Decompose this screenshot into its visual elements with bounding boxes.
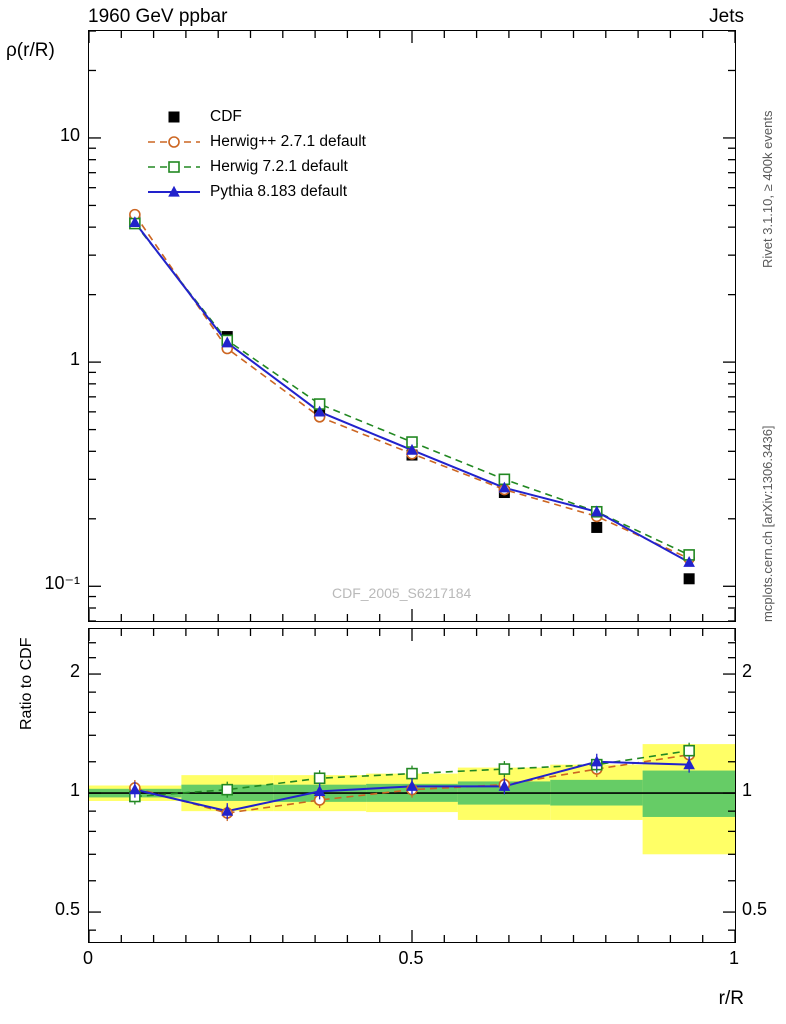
side-caption-top: Rivet 3.1.10, ≥ 400k events	[760, 110, 775, 268]
data-point	[684, 746, 694, 756]
legend-key-circle-open-icon	[146, 132, 202, 152]
legend-item	[146, 104, 366, 129]
data-point	[169, 111, 180, 122]
x-tick-label: 1	[728, 948, 739, 968]
ratio-plot-svg	[89, 629, 735, 942]
legend-key-triangle-filled-icon	[146, 182, 202, 202]
data-point	[315, 773, 325, 783]
legend-item	[146, 179, 366, 204]
data-point	[169, 162, 179, 172]
legend	[146, 104, 366, 204]
series-line	[135, 224, 689, 555]
data-point	[499, 764, 509, 774]
legend-key-square-filled-icon	[146, 107, 202, 127]
main-y-tick-label: 10	[59, 124, 80, 145]
header-left: 1960 GeV ppbar	[88, 6, 228, 27]
series-line	[135, 215, 689, 559]
data-point	[169, 137, 179, 147]
legend-label: CDF	[210, 107, 242, 125]
legend-item	[146, 129, 366, 154]
data-point	[591, 522, 602, 533]
ratio-y-tick-label-left: 1	[69, 780, 80, 801]
x-tick-label: 0	[82, 948, 93, 968]
x-axis-label: r/R	[718, 988, 744, 1009]
ratio-y-tick-label-left: 2	[69, 661, 80, 682]
data-point	[684, 573, 695, 584]
legend-item	[146, 154, 366, 179]
data-point	[222, 785, 232, 795]
legend-label: Pythia 8.183 default	[210, 182, 348, 200]
main-y-tick-label: 1	[69, 349, 80, 370]
ratio-y-tick-label-right: 2	[742, 661, 753, 682]
data-point	[407, 769, 417, 779]
ratio-y-tick-label-left: 0.5	[54, 899, 80, 920]
legend-label: Herwig++ 2.7.1 default	[210, 132, 366, 150]
side-caption-bottom: mcplots.cern.ch [arXiv:1306.3436]	[760, 425, 775, 622]
ratio-y-tick-label-right: 1	[742, 780, 753, 801]
legend-key-square-open-icon	[146, 157, 202, 177]
ratio-y-axis-label: Ratio to CDF	[18, 637, 35, 730]
analysis-watermark: CDF_2005_S6217184	[332, 585, 472, 601]
x-tick-label: 0.5	[398, 948, 424, 968]
ratio-y-tick-label-right: 0.5	[742, 899, 768, 920]
y-axis-label: ρ(r/R)	[6, 40, 55, 61]
ratio-plot-area	[88, 628, 736, 943]
header-right: Jets	[709, 6, 744, 27]
legend-label: Herwig 7.2.1 default	[210, 157, 348, 175]
main-y-tick-label: 10⁻¹	[44, 573, 80, 594]
series-line	[135, 222, 689, 562]
